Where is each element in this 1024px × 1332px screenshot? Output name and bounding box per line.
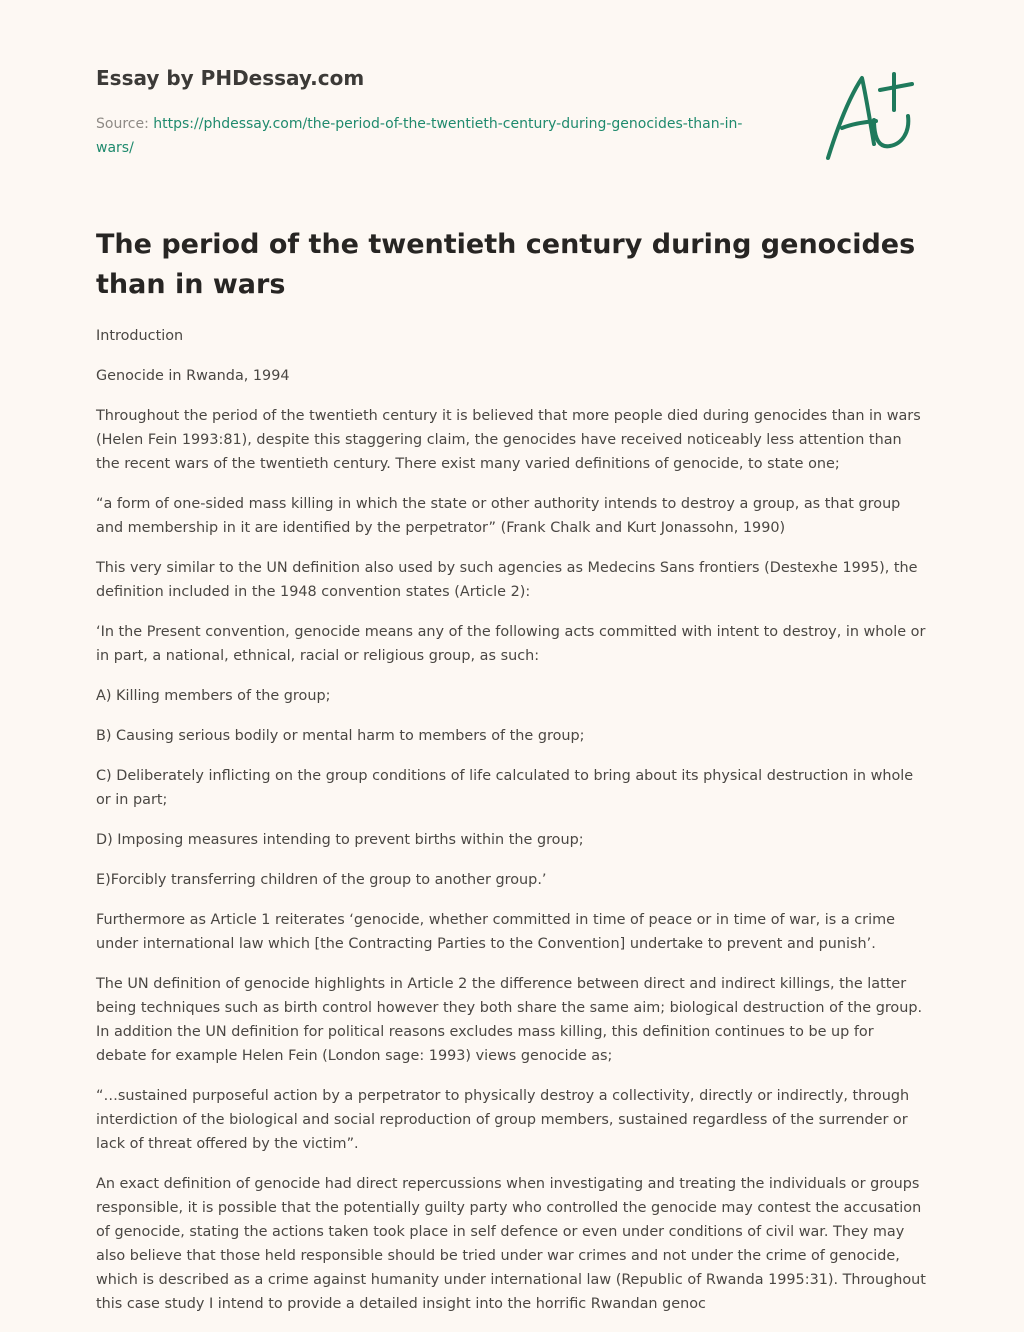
paragraph: B) Causing serious bodily or mental harm to members of the group; xyxy=(96,728,585,744)
paragraph: Genocide in Rwanda, 1994 xyxy=(96,368,290,384)
paragraph: C) Deliberately inflicting on the group conditions of life calculated to bring about its physical destruction in whole or in part; xyxy=(96,768,914,808)
source-label: Source: xyxy=(96,116,154,132)
paragraph: A) Killing members of the group; xyxy=(96,688,331,704)
paragraph: The UN definition of genocide highlights in Article 2 the difference between direct and indirect killings, the latter being techniques such as birth control however they both share the same aim; biological destruction of the group. In addition the UN definition for political reasons excludes mass killing, this definition continues to be up for debate for example Helen Fein (London sage: 1993) views genocide as; xyxy=(96,976,923,1064)
site-brand: Essay by PHDessay.com xyxy=(96,66,365,90)
paragraph: This very similar to the UN definition also used by such agencies as Medecins Sans frontiers (Destexhe 1995), the definition included in the 1948 convention states (Article 2): xyxy=(96,560,918,600)
essay-body xyxy=(96,324,928,1332)
essay-title: The period of the twentieth century during genocides than in wars xyxy=(96,229,916,300)
a-plus-logo-icon xyxy=(818,66,928,166)
paragraph: Furthermore as Article 1 reiterates ‘genocide, whether committed in time of peace or in time of war, is a crime under international law which [the Contracting Parties to the Convention] undertake to prevent and punish’. xyxy=(96,912,895,952)
source-link[interactable]: https://phdessay.com/the-period-of-the-twentieth-century-during-genocides-than-in-wars/ xyxy=(96,116,743,156)
paragraph: Introduction xyxy=(96,328,184,344)
paragraph: ‘In the Present convention, genocide means any of the following acts committed with intent to destroy, in whole or in part, a national, ethnical, racial or religious group, as such: xyxy=(96,624,926,664)
paragraph: An exact definition of genocide had direct repercussions when investigating and treating the individuals or groups responsible, it is possible that the potentially guilty party who controlled the genocide may contest the accusation of genocide, stating the actions taken took place in self defence or even under conditions of civil war. They may also believe that those held responsible should be tried under war crimes and not under the crime of genocide, which is described as a crime against humanity under international law (Republic of Rwanda 1995:31). Throughout this case study I intend to provide a detailed insight into the horrific Rwandan genoc xyxy=(96,1176,926,1312)
paragraph: D) Imposing measures intending to prevent births within the group; xyxy=(96,832,584,848)
source-line xyxy=(96,112,756,160)
paragraph: “a form of one-sided mass killing in which the state or other authority intends to destroy a group, as that group and membership in it are identified by the perpetrator” (Frank Chalk and Kurt Jonassohn, 1990) xyxy=(96,496,901,536)
paragraph: Throughout the period of the twentieth century it is believed that more people died during genocides than in wars (Helen Fein 1993:81), despite this staggering claim, the genocides have received noticeably less attention than the recent wars of the twentieth century. There exist many varied definitions of genocide, to state one; xyxy=(96,408,921,472)
paragraph: E)Forcibly transferring children of the group to another group.’ xyxy=(96,872,547,888)
paragraph: “…sustained purposeful action by a perpetrator to physically destroy a collectivity, directly or indirectly, through interdiction of the biological and social reproduction of group members, sustained regardless of the surrender or lack of threat offered by the victim”. xyxy=(96,1088,910,1152)
logo-strokes xyxy=(828,74,912,158)
